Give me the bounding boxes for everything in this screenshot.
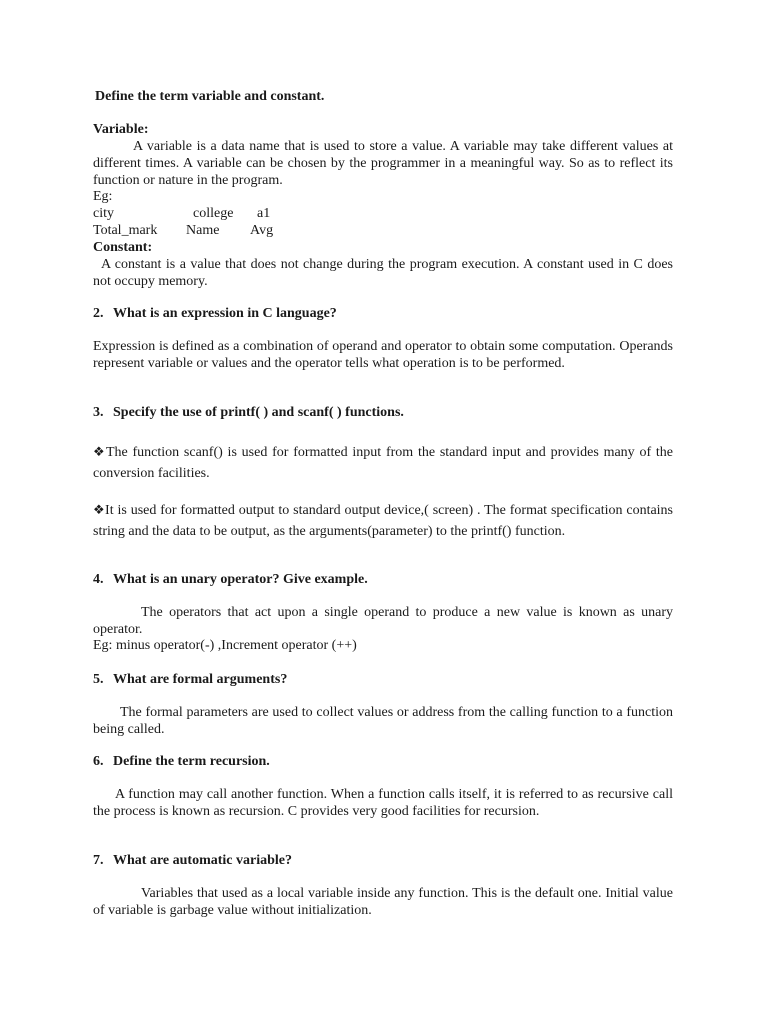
question-7-answer: Variables that used as a local variable inside any function. This is the default one. Initial value of variable is garbage value without initialization. bbox=[93, 886, 673, 918]
question-7-text: What are automatic variable? bbox=[113, 853, 292, 868]
variable-eg-label: Eg: bbox=[93, 189, 113, 204]
question-4-number: 4. bbox=[93, 572, 104, 587]
question-5-text: What are formal arguments? bbox=[113, 672, 288, 687]
question-2-number: 2. bbox=[93, 306, 104, 321]
constant-heading: Constant: bbox=[93, 240, 153, 255]
question-2-text: What is an expression in C language? bbox=[113, 306, 337, 321]
question-2-answer: Expression is defined as a combination of operand and operator to obtain some computation. Operands represent variable or values and the operator tells what operation is to be performed. bbox=[93, 339, 673, 371]
variable-definition: A variable is a data name that is used to store a value. A variable may take different values at different times. A variable can be chosen by the programmer in a meaningful way. So as to reflect its function or nature in the program. bbox=[93, 139, 673, 188]
variable-heading: Variable: bbox=[93, 122, 149, 137]
question-6-heading bbox=[93, 753, 673, 770]
diamond-bullet-icon: ❖ bbox=[93, 444, 106, 459]
question-3-bullet-1-text: The function scanf() is used for formatted input from the standard input and provides many of the conversion facilities. bbox=[93, 445, 673, 481]
example-a1: a1 bbox=[257, 206, 271, 221]
question-2-heading bbox=[93, 305, 673, 322]
question-4-answer: The operators that act upon a single operand to produce a new value is known as unary operator. bbox=[93, 605, 673, 637]
question-3-text: Specify the use of printf( ) and scanf( ) functions. bbox=[113, 405, 404, 420]
question-3-bullet-2 bbox=[93, 499, 673, 542]
question-6-number: 6. bbox=[93, 754, 104, 769]
example-total-mark: Total_mark bbox=[93, 223, 158, 238]
question-4-text: What is an unary operator? Give example. bbox=[113, 572, 368, 587]
question-4-heading bbox=[93, 571, 673, 588]
question-5-number: 5. bbox=[93, 672, 104, 687]
question-3-bullet-2-text: It is used for formatted output to standard output device,( screen) . The format specification contains string and the data to be output, as the arguments(parameter) to the printf() function. bbox=[93, 503, 674, 539]
example-name: Name bbox=[186, 223, 220, 238]
question-3-bullet-1 bbox=[93, 441, 673, 484]
question-3-heading bbox=[93, 404, 673, 421]
document-page bbox=[93, 0, 673, 1024]
question-4-example: Eg: minus operator(-) ,Increment operator (++) bbox=[93, 638, 357, 653]
question-7-heading bbox=[93, 852, 673, 869]
question-7-number: 7. bbox=[93, 853, 104, 868]
question-6-answer: A function may call another function. When a function calls itself, it is referred to as recursive call the process is known as recursion. C provides very good facilities for recursion. bbox=[93, 787, 673, 819]
diamond-bullet-icon: ❖ bbox=[93, 502, 106, 517]
variable-examples-row-1 bbox=[93, 205, 673, 222]
question-5-heading bbox=[93, 671, 673, 688]
constant-definition: A constant is a value that does not change during the program execution. A constant used in C does not occupy memory. bbox=[93, 257, 673, 289]
example-college: college bbox=[193, 206, 234, 221]
page-title: Define the term variable and constant. bbox=[95, 89, 325, 104]
example-city: city bbox=[93, 206, 114, 221]
example-avg: Avg bbox=[250, 223, 274, 238]
question-5-answer: The formal parameters are used to collect values or address from the calling function to a function being called. bbox=[93, 705, 673, 737]
question-6-text: Define the term recursion. bbox=[113, 754, 270, 769]
question-3-number: 3. bbox=[93, 405, 104, 420]
variable-examples-row-2 bbox=[93, 222, 673, 239]
